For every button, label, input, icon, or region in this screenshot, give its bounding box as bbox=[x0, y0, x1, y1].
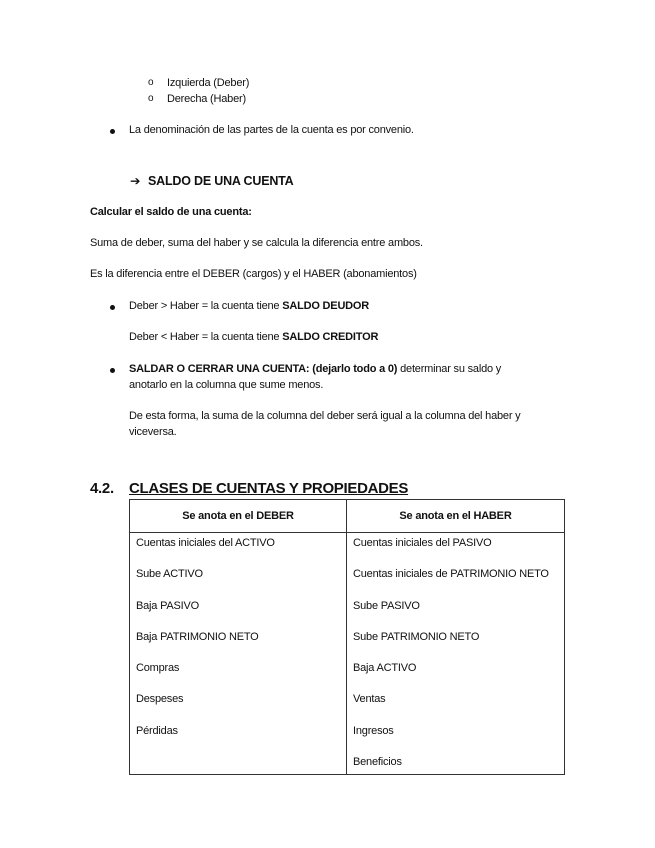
bullet-icon bbox=[110, 129, 115, 134]
table-cell: Cuentas iniciales del ACTIVO bbox=[136, 537, 275, 549]
table-header-row bbox=[130, 500, 565, 533]
table-cell: Cuentas iniciales del PASIVO bbox=[353, 537, 492, 549]
section-number: 4.2. bbox=[90, 480, 114, 497]
heading-calcular: Calcular el saldo de una cuenta: bbox=[90, 206, 252, 218]
table-cell: Baja PASIVO bbox=[136, 599, 200, 612]
table-cell: Cuentas iniciales de PATRIMONIO NETO bbox=[353, 568, 549, 581]
header-haber: Se anota en el HABER bbox=[347, 500, 565, 533]
table-cell: Sube PATRIMONIO NETO bbox=[353, 630, 480, 643]
table-cell: Sube PASIVO bbox=[353, 599, 420, 612]
header-deber: Se anota en el DEBER bbox=[130, 500, 347, 533]
section-title: CLASES DE CUENTAS Y PROPIEDADES bbox=[129, 480, 409, 497]
sub-bullet-icon: o bbox=[148, 77, 154, 88]
paragraph-diferencia: Es la diferencia entre el DEBER (cargos) y el HABER (abonamientos) bbox=[90, 268, 417, 280]
table-cell: Baja PATRIMONIO NETO bbox=[136, 630, 259, 643]
column-deber bbox=[130, 533, 347, 775]
table-body-row bbox=[130, 533, 565, 775]
paragraph-deudor: Deber > Haber = la cuenta tiene SALDO DEUDOR bbox=[129, 300, 370, 312]
table-cell: Ingresos bbox=[353, 724, 394, 737]
table-cell: Despeses bbox=[136, 693, 184, 706]
list-item-izquierda: Izquierda (Deber) bbox=[167, 77, 250, 89]
accounts-table bbox=[129, 499, 565, 775]
sub-bullet-icon: o bbox=[148, 93, 154, 104]
table-cell: Compras bbox=[136, 662, 180, 675]
paragraph-saldar-cont: anotarlo en la columna que sume menos. bbox=[129, 379, 324, 391]
arrow-right-icon: ➔ bbox=[130, 174, 141, 188]
paragraph-forma-cont: viceversa. bbox=[129, 426, 177, 438]
paragraph-forma: De esta forma, la suma de la columna del deber será igual a la columna del haber y bbox=[129, 410, 521, 422]
table-cell: Ventas bbox=[353, 693, 386, 706]
paragraph-suma: Suma de deber, suma del haber y se calcula la diferencia entre ambos. bbox=[90, 237, 423, 249]
paragraph-convenio: La denominación de las partes de la cuenta es por convenio. bbox=[129, 124, 414, 136]
bullet-icon bbox=[110, 305, 115, 310]
paragraph-saldar: SALDAR O CERRAR UNA CUENTA: (dejarlo todo a 0) determinar su saldo y bbox=[129, 363, 502, 375]
table-cell: Sube ACTIVO bbox=[136, 568, 203, 581]
table-cell: Beneficios bbox=[353, 756, 402, 769]
table-cell: Baja ACTIVO bbox=[353, 662, 417, 675]
heading-saldo: SALDO DE UNA CUENTA bbox=[148, 174, 294, 188]
list-item-derecha: Derecha (Haber) bbox=[167, 93, 246, 105]
table-cell: Pérdidas bbox=[136, 724, 178, 737]
bullet-icon bbox=[110, 368, 115, 373]
paragraph-creditor: Deber < Haber = la cuenta tiene SALDO CREDITOR bbox=[129, 331, 379, 343]
column-haber bbox=[347, 533, 565, 775]
